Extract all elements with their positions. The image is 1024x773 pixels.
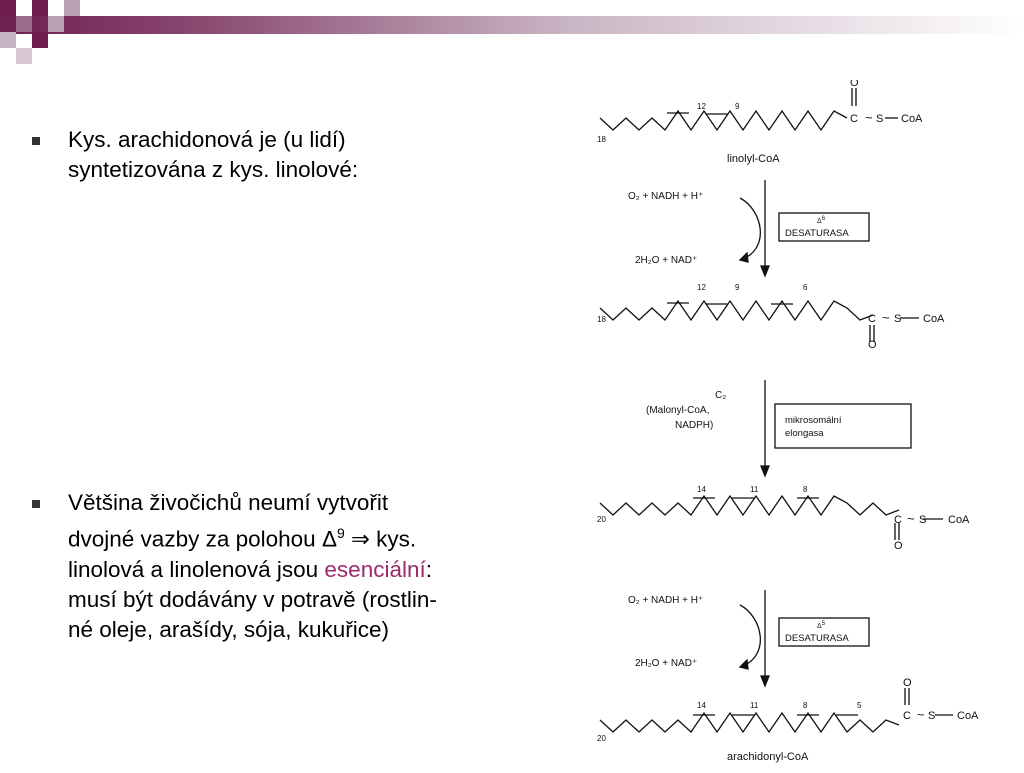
step-microsomal-elongase bbox=[646, 380, 911, 476]
svg-text:O: O bbox=[894, 540, 903, 552]
svg-text:2H₂O + NAD⁺: 2H₂O + NAD⁺ bbox=[635, 658, 698, 669]
svg-text:Δ6: Δ6 bbox=[817, 216, 826, 225]
svg-text:S: S bbox=[919, 514, 927, 526]
svg-text:S: S bbox=[894, 313, 902, 325]
step-delta5-desaturase bbox=[628, 590, 869, 686]
svg-text:CoA: CoA bbox=[923, 313, 945, 325]
svg-text:Δ5: Δ5 bbox=[817, 621, 826, 630]
svg-text:20: 20 bbox=[597, 734, 606, 743]
svg-text:~: ~ bbox=[865, 110, 873, 125]
svg-text:C: C bbox=[868, 313, 876, 325]
bullet-marker bbox=[32, 500, 40, 508]
svg-text:mikrosomální: mikrosomální bbox=[785, 415, 842, 426]
molecule-dihomo-gamma-linolenoyl-coa bbox=[597, 485, 970, 552]
svg-text:18: 18 bbox=[597, 315, 606, 324]
svg-text:6: 6 bbox=[803, 283, 808, 292]
svg-text:O₂ + NADH + H⁺: O₂ + NADH + H⁺ bbox=[628, 191, 704, 202]
svg-text:12: 12 bbox=[697, 102, 706, 111]
svg-text:12: 12 bbox=[697, 283, 706, 292]
step-delta6-desaturase bbox=[628, 180, 869, 276]
svg-text:~: ~ bbox=[917, 707, 925, 722]
svg-text:O: O bbox=[868, 339, 877, 351]
svg-text:(Malonyl-CoA,: (Malonyl-CoA, bbox=[646, 405, 710, 416]
svg-text:NADPH): NADPH) bbox=[675, 420, 714, 431]
svg-text:14: 14 bbox=[697, 701, 706, 710]
svg-text:CoA: CoA bbox=[901, 113, 923, 125]
svg-text:DESATURASA: DESATURASA bbox=[785, 633, 849, 644]
svg-text:O: O bbox=[850, 80, 859, 89]
esential-highlight: esenciální bbox=[324, 556, 426, 582]
bullet-marker bbox=[32, 137, 40, 145]
svg-text:14: 14 bbox=[697, 485, 706, 494]
svg-text:11: 11 bbox=[750, 485, 759, 494]
svg-text:5: 5 bbox=[857, 701, 862, 710]
svg-text:O: O bbox=[903, 677, 912, 689]
header-gradient-bar bbox=[0, 16, 1024, 34]
bullet-text: Kys. arachidonová je (u lidí) syntetizována z kys. linolové: bbox=[68, 127, 359, 182]
svg-text:elongasa: elongasa bbox=[785, 428, 824, 439]
svg-text:DESATURASA: DESATURASA bbox=[785, 228, 849, 239]
svg-text:9: 9 bbox=[735, 102, 740, 111]
svg-text:~: ~ bbox=[907, 511, 915, 526]
svg-text:linolyl-CoA: linolyl-CoA bbox=[727, 153, 780, 165]
svg-text:S: S bbox=[928, 710, 936, 722]
svg-text:2H₂O + NAD⁺: 2H₂O + NAD⁺ bbox=[635, 255, 698, 266]
molecule-gamma-linolenoyl-coa bbox=[597, 283, 945, 351]
svg-text:O₂ + NADH + H⁺: O₂ + NADH + H⁺ bbox=[628, 595, 704, 606]
molecule-linolyl-coa bbox=[597, 80, 923, 165]
svg-text:C: C bbox=[894, 514, 902, 526]
svg-text:8: 8 bbox=[803, 701, 808, 710]
svg-text:S: S bbox=[876, 113, 884, 125]
svg-text:CoA: CoA bbox=[948, 514, 970, 526]
svg-text:20: 20 bbox=[597, 515, 606, 524]
svg-text:C: C bbox=[903, 710, 911, 722]
biosynthesis-diagram bbox=[585, 80, 1015, 768]
svg-text:11: 11 bbox=[750, 701, 759, 710]
svg-text:CoA: CoA bbox=[957, 710, 979, 722]
bullet-text: Většina živočichů neumí vytvořit dvojné vazby za polohou $\Delta^9$ ⇒ kys. linolová a linolenová jsou esenciální: musí být dodávány v potravě (rostlin- né oleje, arašídy, sója, kukuřice) bbox=[68, 490, 437, 642]
svg-text:18: 18 bbox=[597, 135, 606, 144]
svg-text:8: 8 bbox=[803, 485, 808, 494]
svg-text:9: 9 bbox=[735, 283, 740, 292]
molecule-arachidonyl-coa bbox=[597, 677, 979, 763]
svg-text:arachidonyl-CoA: arachidonyl-CoA bbox=[727, 751, 809, 763]
svg-text:C₂: C₂ bbox=[715, 390, 727, 401]
svg-text:C: C bbox=[850, 113, 858, 125]
svg-text:~: ~ bbox=[882, 310, 890, 325]
